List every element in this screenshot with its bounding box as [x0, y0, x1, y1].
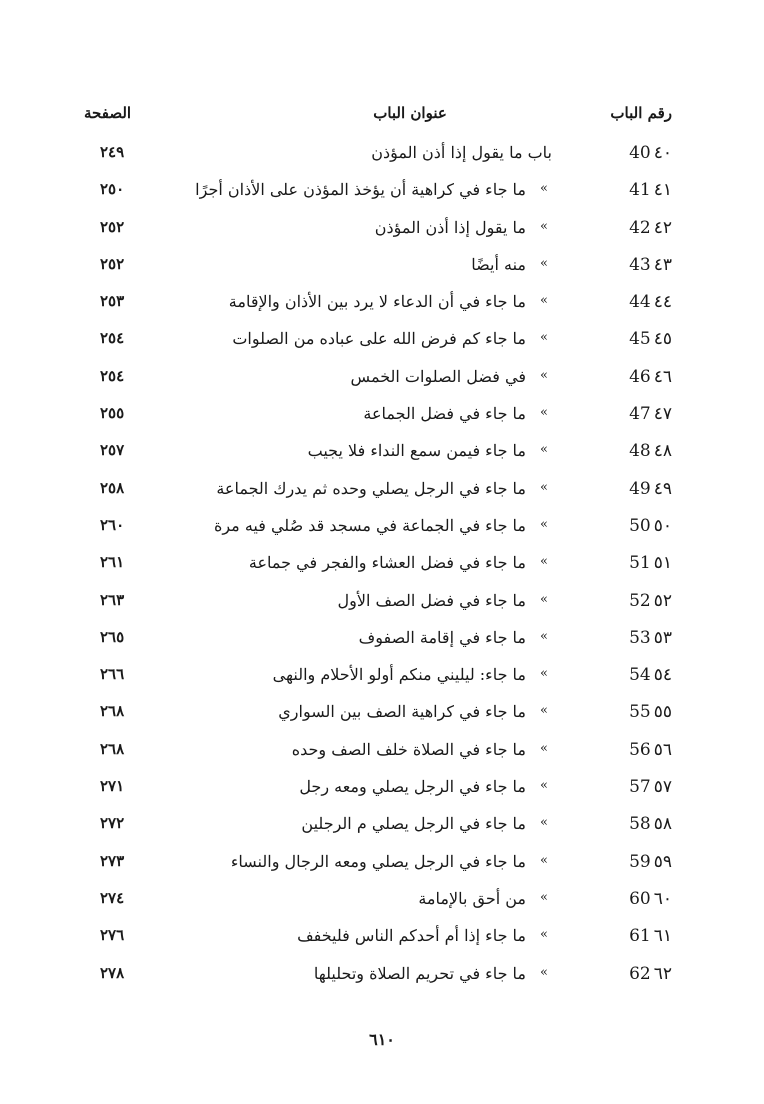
chapter-title: ما جاء في الرجل يصلي وحده ثم يدرك الجماعة	[216, 478, 526, 498]
table-row	[0, 624, 764, 661]
ditto-mark: «	[540, 554, 548, 570]
table-row	[0, 214, 764, 251]
chapter-number-latin: 44	[629, 292, 651, 313]
chapter-title: ما جاء في الرجل يصلي ومعه رجل	[299, 777, 526, 797]
chapter-number-latin: 52	[629, 590, 651, 611]
chapter-number	[629, 329, 672, 349]
chapter-number-arabic: ٤٢	[653, 217, 672, 238]
ditto-mark: «	[540, 591, 548, 607]
chapter-number-latin: 47	[629, 404, 651, 425]
ditto-mark: «	[540, 293, 548, 309]
chapter-page-number: ٢٥٧	[100, 441, 125, 460]
chapter-number-heading: رقم الباب	[610, 104, 672, 122]
chapter-title: ما يقول إذا أذن المؤذن	[374, 217, 526, 237]
chapter-title: ما جاء في الرجل يصلي ومعه الرجال والنساء	[230, 851, 526, 871]
chapter-number-arabic: ٤٧	[653, 404, 672, 425]
table-row	[0, 512, 764, 549]
chapter-number-arabic: ٤٠	[653, 143, 672, 163]
chapter-page-number: ٢٧١	[100, 777, 125, 796]
chapter-number	[629, 479, 672, 499]
table-row	[0, 661, 764, 698]
chapter-page-number: ٢٦٠	[100, 515, 125, 534]
chapter-page-number: ٢٥٤	[100, 366, 125, 385]
chapter-title: ما جاء كم فرض الله على عباده من الصلوات	[232, 329, 526, 349]
chapter-number-latin: 49	[629, 478, 651, 499]
chapter-number	[629, 964, 672, 984]
chapter-number-arabic: ٥٥	[653, 702, 672, 723]
chapter-number-latin: 53	[629, 627, 651, 648]
ditto-mark: «	[540, 778, 548, 794]
chapter-number-arabic: ٦١	[653, 926, 672, 947]
chapter-number-arabic: ٤٥	[653, 329, 672, 350]
chapter-number-arabic: ٥٣	[653, 627, 672, 648]
table-row	[0, 549, 764, 586]
chapter-page-number: ٢٧٢	[100, 814, 125, 833]
table-row	[0, 475, 764, 512]
chapter-page-number: ٢٧٦	[100, 926, 125, 945]
chapter-page-number: ٢٥٨	[100, 478, 125, 497]
chapter-title: ما جاء في أن الدعاء لا يرد بين الأذان والإقامة	[228, 292, 526, 312]
table-header	[0, 104, 764, 130]
chapter-number	[629, 143, 672, 163]
chapter-title: ما جاء في إقامة الصفوف	[358, 627, 526, 647]
chapter-title: ما جاء في كراهية الصف بين السواري	[278, 702, 526, 722]
page-number: ٦١٠	[369, 1030, 395, 1049]
chapter-number-latin: 59	[629, 851, 651, 872]
chapter-title: من أحق بالإمامة	[418, 888, 526, 908]
chapter-page-number: ٢٦١	[100, 553, 125, 572]
ditto-mark: «	[540, 330, 548, 346]
chapter-title: ما جاء إذا أم أحدكم الناس فليخفف	[297, 926, 526, 946]
ditto-mark: «	[540, 218, 548, 234]
chapter-number-arabic: ٥٩	[653, 851, 672, 872]
ditto-mark: «	[540, 666, 548, 682]
chapter-number	[629, 367, 672, 387]
chapter-number-arabic: ٤٩	[653, 478, 672, 499]
table-row	[0, 400, 764, 437]
table-row	[0, 922, 764, 959]
chapter-title: ما جاء في الرجل يصلي م الرجلين	[301, 814, 526, 834]
chapter-number	[629, 180, 672, 200]
table-row	[0, 176, 764, 213]
chapter-page-number: ٢٦٨	[100, 739, 125, 758]
chapter-number-latin: 43	[629, 254, 651, 275]
chapter-title: ما جاء فيمن سمع النداء فلا يجيب	[307, 441, 526, 461]
chapter-number	[629, 441, 672, 461]
table-row	[0, 139, 764, 176]
chapter-number-arabic: ٤٨	[653, 441, 672, 462]
chapter-number-arabic: ٤٤	[653, 292, 672, 313]
table-row	[0, 810, 764, 847]
table-row	[0, 363, 764, 400]
chapter-number	[629, 553, 672, 573]
chapter-title: في فضل الصلوات الخمس	[350, 366, 526, 386]
ditto-mark: «	[540, 516, 548, 532]
chapter-number-arabic: ٤٣	[653, 254, 672, 275]
table-row	[0, 736, 764, 773]
chapter-number	[629, 740, 672, 760]
ditto-mark: «	[540, 964, 548, 980]
table-row	[0, 960, 764, 997]
table-row	[0, 288, 764, 325]
chapter-title: ما جاء في كراهية أن يؤخذ المؤذن على الأذان أجرًا	[195, 180, 526, 200]
ditto-mark: «	[540, 740, 548, 756]
ditto-mark: «	[540, 255, 548, 271]
chapter-page-number: ٢٥٤	[100, 329, 125, 348]
chapter-number-latin: 50	[629, 515, 651, 536]
table-row	[0, 773, 764, 810]
chapter-number-arabic: ٥٨	[653, 814, 672, 835]
chapter-page-number: ٢٦٥	[100, 627, 125, 646]
chapter-number-latin: 55	[629, 702, 651, 723]
ditto-mark: «	[540, 889, 548, 905]
ditto-mark: «	[540, 703, 548, 719]
chapter-number	[629, 852, 672, 872]
table-row	[0, 698, 764, 735]
chapter-title: ما جاء في تحريم الصلاة وتحليلها	[313, 963, 526, 983]
chapter-number-latin: 42	[629, 217, 651, 238]
chapter-number-arabic: ٥٦	[653, 739, 672, 760]
chapter-number	[629, 516, 672, 536]
chapter-page-number: ٢٥٣	[100, 292, 125, 311]
chapter-number-arabic: ٦٢	[653, 963, 672, 984]
chapter-title: ما جاء في فضل العشاء والفجر في جماعة	[248, 553, 526, 573]
chapter-page-number: ٢٦٨	[100, 702, 125, 721]
chapter-number-latin: 62	[629, 963, 651, 984]
chapter-page-number: ٢٦٣	[100, 590, 125, 609]
table-row	[0, 885, 764, 922]
chapter-number	[629, 404, 672, 424]
chapter-number-latin: 54	[629, 665, 651, 686]
chapter-number-arabic: ٥١	[653, 553, 672, 574]
chapter-title: ما جاء: ليليني منكم أولو الأحلام والنهى	[272, 665, 526, 685]
ditto-mark: «	[540, 442, 548, 458]
chapter-page-number: ٢٥٢	[100, 254, 125, 273]
chapter-number-latin: 41	[629, 180, 651, 201]
chapter-page-number: ٢٧٣	[100, 851, 125, 870]
chapter-title: ما جاء في الصلاة خلف الصف وحده	[291, 739, 526, 759]
chapter-number-arabic: ٤١	[653, 180, 672, 201]
chapter-page-number: ٢٧٤	[100, 888, 125, 907]
chapter-number-arabic: ٥٢	[653, 590, 672, 611]
chapter-number-arabic: ٦٠	[653, 888, 672, 909]
chapter-number-latin: 56	[629, 739, 651, 760]
ditto-mark: «	[540, 628, 548, 644]
chapter-number	[629, 218, 672, 238]
chapter-number	[629, 889, 672, 909]
chapter-number	[629, 255, 672, 275]
ditto-mark: «	[540, 367, 548, 383]
chapter-number	[629, 665, 672, 685]
chapter-number-latin: 46	[629, 366, 651, 387]
chapter-number-latin: 51	[629, 553, 651, 574]
ditto-mark: «	[540, 181, 548, 197]
chapter-page-number: ٢٥٥	[100, 404, 125, 423]
chapter-number-latin: 61	[629, 926, 651, 947]
chapter-title-heading: عنوان الباب	[373, 104, 447, 122]
chapter-title: منه أيضًا	[471, 254, 526, 274]
ditto-mark: «	[540, 815, 548, 831]
chapter-page-number: ٢٦٦	[100, 665, 125, 684]
ditto-mark: «	[540, 479, 548, 495]
ditto-mark: «	[540, 852, 548, 868]
chapter-page-number: ٢٧٨	[100, 963, 125, 982]
chapter-page-number: ٢٥٢	[100, 217, 125, 236]
chapter-number-latin: 48	[629, 441, 651, 462]
chapter-number	[629, 628, 672, 648]
chapter-number	[629, 292, 672, 312]
chapter-title: باب ما يقول إذا أذن المؤذن	[371, 143, 552, 162]
chapter-page-number: ٢٤٩	[100, 143, 125, 161]
chapter-number-latin: 58	[629, 814, 651, 835]
chapter-number-latin: 57	[629, 777, 651, 798]
table-row	[0, 848, 764, 885]
chapter-number	[629, 591, 672, 611]
table-row	[0, 251, 764, 288]
chapter-number-latin: 60	[629, 888, 651, 909]
ditto-mark: «	[540, 405, 548, 421]
chapter-number-arabic: ٤٦	[653, 366, 672, 387]
chapter-number-arabic: ٥٧	[653, 777, 672, 798]
page-heading: الصفحة	[84, 104, 132, 122]
chapter-number	[629, 814, 672, 834]
chapter-number-latin: 40	[629, 143, 651, 163]
chapter-page-number: ٢٥٠	[100, 180, 125, 199]
chapter-number-arabic: ٥٤	[653, 665, 672, 686]
chapter-number-arabic: ٥٠	[653, 515, 672, 536]
chapter-title: ما جاء في فضل الجماعة	[363, 404, 526, 424]
chapter-number-latin: 45	[629, 329, 651, 350]
chapter-number	[629, 777, 672, 797]
chapter-number	[629, 926, 672, 946]
table-row	[0, 587, 764, 624]
table-row	[0, 437, 764, 474]
chapter-title: ما جاء في الجماعة في مسجد قد صُلي فيه مرة	[213, 515, 526, 535]
ditto-mark: «	[540, 927, 548, 943]
chapter-title: ما جاء في فضل الصف الأول	[337, 590, 526, 610]
chapter-number	[629, 702, 672, 722]
contents-table	[0, 139, 764, 997]
table-row	[0, 325, 764, 362]
